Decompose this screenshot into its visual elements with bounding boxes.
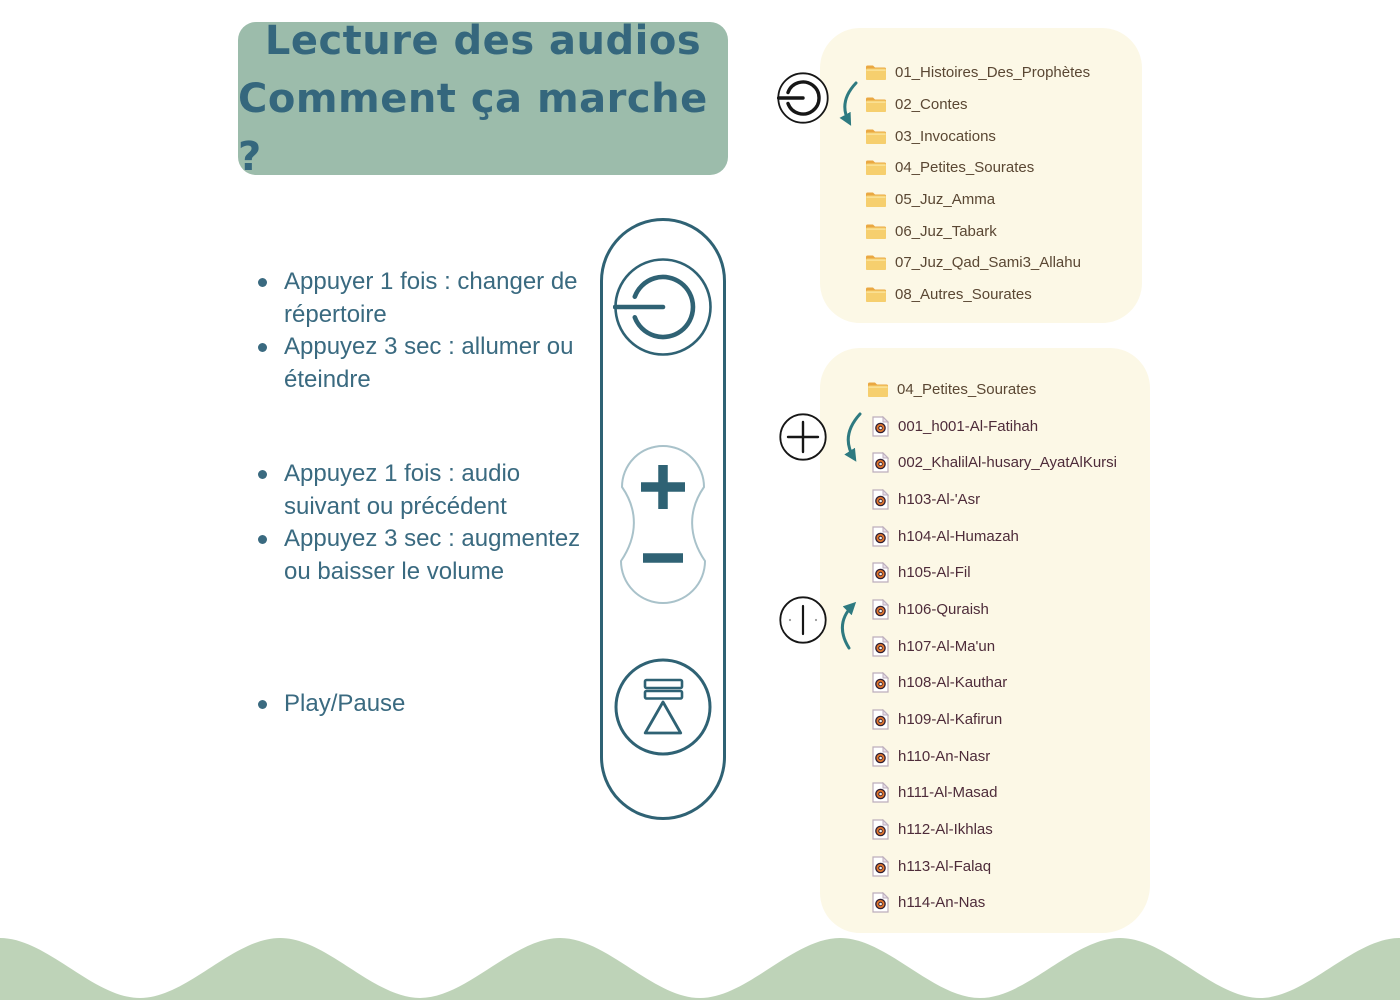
folder-row[interactable] <box>866 120 1142 152</box>
folder-row[interactable] <box>866 184 1142 216</box>
media-file-icon <box>872 562 889 583</box>
instruction-item: Appuyer 1 fois : changer de répertoire <box>255 266 585 331</box>
folder-icon <box>866 223 886 240</box>
media-file-icon <box>872 599 889 620</box>
files-panel <box>820 348 1150 933</box>
audio-file-row[interactable] <box>868 628 1150 665</box>
instructions-play-pause <box>255 688 585 721</box>
folder-name: 04_Petites_Sourates <box>897 380 1037 398</box>
media-file-icon <box>872 489 889 510</box>
folder-row[interactable] <box>866 247 1142 279</box>
file-name: h113-Al-Falaq <box>898 857 992 875</box>
file-name: 001_h001-Al-Fatihah <box>898 417 1039 435</box>
plus-icon <box>779 413 827 461</box>
folder-name: 03_Invocations <box>895 127 996 145</box>
folder-name: 02_Contes <box>895 96 968 114</box>
single-press-icon <box>779 596 827 644</box>
folders-panel <box>820 28 1142 323</box>
audio-file-row[interactable] <box>868 738 1150 775</box>
audio-file-row[interactable] <box>868 591 1150 628</box>
media-file-icon <box>872 636 889 657</box>
file-name: h111-Al-Masad <box>898 784 998 802</box>
instruction-item: Appuyez 1 fois : audio suivant ou précédent <box>255 458 585 523</box>
play-pause-icon[interactable] <box>613 657 713 757</box>
media-file-icon <box>872 819 889 840</box>
volume-rocker[interactable] <box>616 440 710 610</box>
media-file-icon <box>872 452 889 473</box>
folder-row[interactable] <box>866 57 1142 89</box>
file-name: h110-An-Nasr <box>898 747 991 765</box>
media-file-icon <box>872 672 889 693</box>
folder-name: 08_Autres_Sourates <box>895 286 1032 304</box>
title-box <box>238 17 728 180</box>
instruction-item: Appuyez 3 sec : augmentez ou baisser le volume <box>255 523 585 588</box>
media-file-icon <box>872 856 889 877</box>
media-file-icon <box>872 892 889 913</box>
folder-icon <box>866 159 886 176</box>
instructions-power <box>255 266 585 396</box>
file-name: h104-Al-Humazah <box>898 527 1019 545</box>
folder-name: 05_Juz_Amma <box>895 191 996 209</box>
folder-icon <box>868 381 888 398</box>
media-file-icon <box>872 746 889 767</box>
media-file-icon <box>872 782 889 803</box>
audio-file-row[interactable] <box>868 554 1150 591</box>
file-name: h109-Al-Kafirun <box>898 711 1003 729</box>
wave-decoration <box>0 930 1400 1000</box>
file-name: h112-Al-Ikhlas <box>898 821 993 839</box>
audio-file-row[interactable] <box>868 701 1150 738</box>
media-file-icon <box>872 416 889 437</box>
audio-file-row[interactable] <box>868 665 1150 702</box>
curved-arrow-icon <box>836 598 866 652</box>
file-name: h103-Al-'Asr <box>898 490 981 508</box>
media-file-icon <box>872 709 889 730</box>
folder-icon <box>866 64 886 81</box>
audio-file-row[interactable] <box>868 444 1150 481</box>
audio-file-row[interactable] <box>868 848 1150 885</box>
folder-row[interactable] <box>866 279 1142 311</box>
folder-icon <box>866 96 886 113</box>
folder-icon <box>866 191 886 208</box>
folder-row[interactable] <box>866 215 1142 247</box>
folder-row[interactable] <box>868 371 1150 408</box>
file-name: h108-Al-Kauthar <box>898 674 1008 692</box>
file-name: h105-Al-Fil <box>898 564 971 582</box>
audio-file-row[interactable] <box>868 885 1150 922</box>
folder-row[interactable] <box>866 89 1142 121</box>
page-title-line2: Comment ça marche ? <box>238 75 708 180</box>
file-name: h106-Quraish <box>898 600 989 618</box>
folder-icon <box>866 254 886 271</box>
audio-file-row[interactable] <box>868 811 1150 848</box>
media-file-icon <box>872 526 889 547</box>
audio-file-row[interactable] <box>868 481 1150 518</box>
folder-name: 01_Histoires_Des_Prophètes <box>895 64 1091 82</box>
instructions-volume <box>255 458 585 588</box>
file-name: 002_KhalilAl-husary_AyatAlKursi <box>898 454 1118 472</box>
audio-file-row[interactable] <box>868 518 1150 555</box>
instruction-item: Appuyez 3 sec : allumer ou éteindre <box>255 331 585 396</box>
folder-icon <box>866 286 886 303</box>
curved-arrow-icon <box>838 80 864 130</box>
folder-icon <box>866 128 886 145</box>
curved-arrow-icon <box>842 412 868 464</box>
folder-name: 06_Juz_Tabark <box>895 222 997 240</box>
instruction-item: Play/Pause <box>255 688 585 721</box>
page-title-line1: Lecture des audios <box>264 17 702 64</box>
audio-file-row[interactable] <box>868 408 1150 445</box>
file-name: h114-An-Nas <box>898 894 986 912</box>
audio-device <box>600 218 726 820</box>
audio-file-row[interactable] <box>868 775 1150 812</box>
folder-row[interactable] <box>866 152 1142 184</box>
power-icon <box>777 72 829 124</box>
file-name: h107-Al-Ma'un <box>898 637 996 655</box>
power-icon[interactable] <box>613 257 713 357</box>
folder-name: 04_Petites_Sourates <box>895 159 1035 177</box>
folder-name: 07_Juz_Qad_Sami3_Allahu <box>895 254 1081 272</box>
